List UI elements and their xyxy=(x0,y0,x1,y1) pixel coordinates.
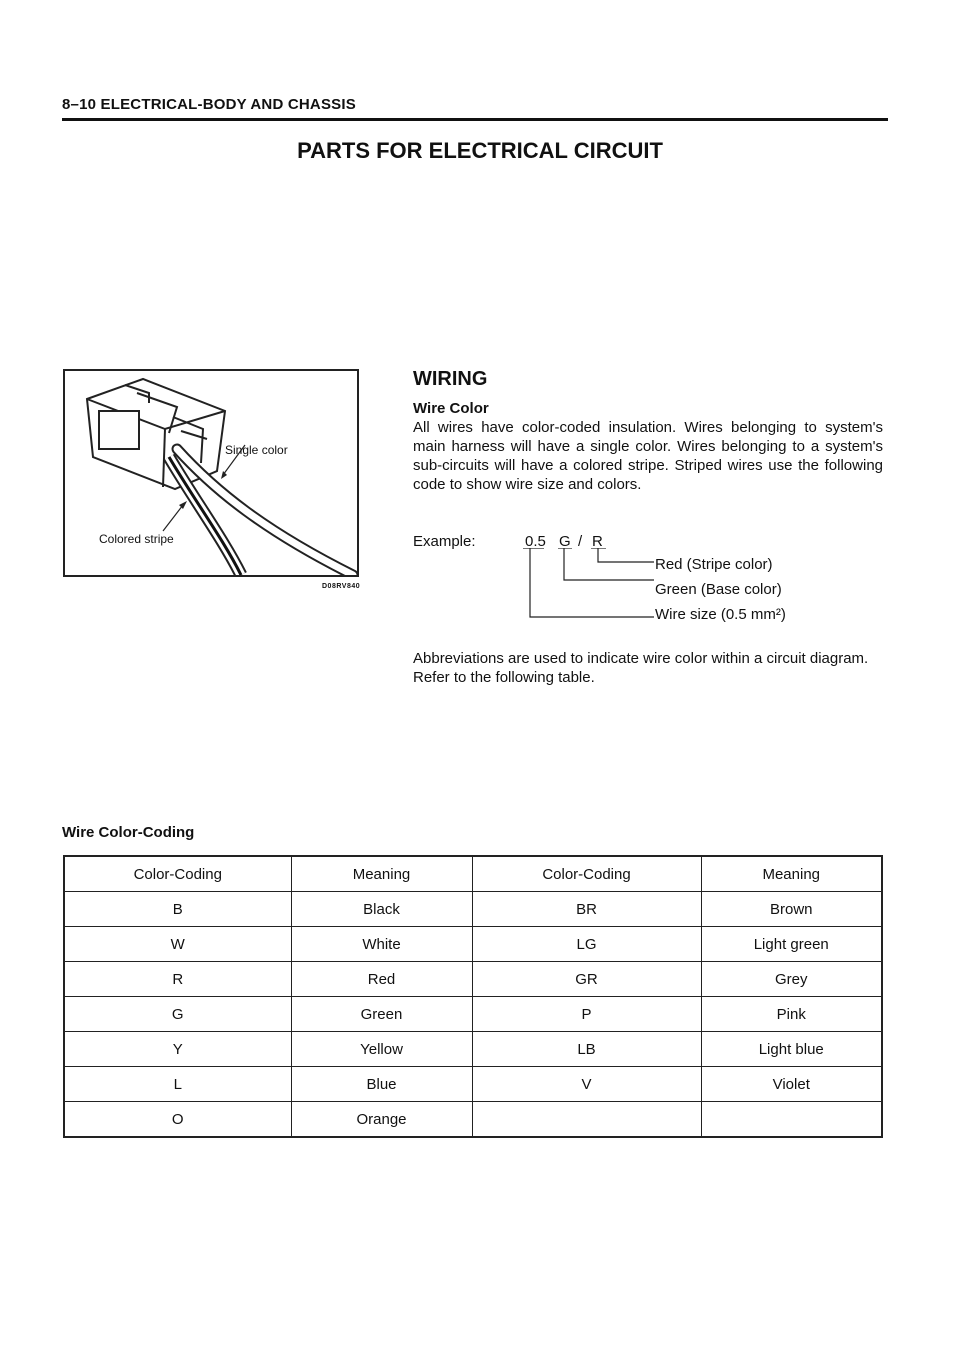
table-cell xyxy=(701,1102,882,1138)
table-header-cell: Color-Coding xyxy=(472,856,701,892)
wire-color-table xyxy=(63,855,883,1138)
table-cell: BR xyxy=(472,892,701,927)
example-label: Example: xyxy=(413,533,476,550)
example-bracket-lines xyxy=(520,548,660,624)
table-cell: Brown xyxy=(701,892,882,927)
table-row xyxy=(64,1032,882,1067)
table-cell: Blue xyxy=(291,1067,472,1102)
legend-wire-size: Wire size (0.5 mm²) xyxy=(655,606,786,623)
table-row xyxy=(64,927,882,962)
table-cell: Yellow xyxy=(291,1032,472,1067)
table-cell: Grey xyxy=(701,962,882,997)
refer-text: Refer to the following table. xyxy=(413,669,595,686)
abbreviation-note xyxy=(413,649,883,687)
example-size: 0.5 xyxy=(525,533,546,550)
header-rule xyxy=(62,118,888,121)
page-title: PARTS FOR ELECTRICAL CIRCUIT xyxy=(297,138,663,163)
example-stripe: R xyxy=(592,533,603,550)
table-cell: Light blue xyxy=(701,1032,882,1067)
example-base: G xyxy=(559,533,571,550)
wire-color-intro: All wires have color-coded insulation. Wires belonging to system's main harness will have a single color. Wires belonging to a system's sub-circuits will have a colored stripe. Striped wires use the following code to show wire size and colors. xyxy=(413,419,883,493)
table-cell: GR xyxy=(472,962,701,997)
wire-color-subheading: Wire Color xyxy=(413,400,489,417)
single-color-label: Single color xyxy=(225,443,288,457)
table-row xyxy=(64,997,882,1032)
table-cell: Violet xyxy=(701,1067,882,1102)
table-row xyxy=(64,892,882,927)
table-header-cell: Meaning xyxy=(291,856,472,892)
wiring-heading: WIRING xyxy=(413,368,488,390)
table-cell: White xyxy=(291,927,472,962)
example-separator: / xyxy=(578,533,583,550)
legend-stripe-color: Red (Stripe color) xyxy=(655,556,773,573)
table-cell: R xyxy=(64,962,291,997)
table-cell: O xyxy=(64,1102,291,1138)
colored-stripe-label: Colored stripe xyxy=(99,532,174,546)
table-row xyxy=(64,962,882,997)
table-cell: LG xyxy=(472,927,701,962)
table-row xyxy=(64,1067,882,1102)
table-cell: Pink xyxy=(701,997,882,1032)
table-cell: G xyxy=(64,997,291,1032)
table-cell: W xyxy=(64,927,291,962)
table-cell: Green xyxy=(291,997,472,1032)
section-header: 8–10 ELECTRICAL-BODY AND CHASSIS xyxy=(62,96,356,113)
legend-base-color: Green (Base color) xyxy=(655,581,782,598)
table-cell xyxy=(472,1102,701,1138)
table-cell: Orange xyxy=(291,1102,472,1138)
table-cell: Light green xyxy=(701,927,882,962)
table-cell: V xyxy=(472,1067,701,1102)
table-header-cell: Meaning xyxy=(701,856,882,892)
table-cell: B xyxy=(64,892,291,927)
table-cell: L xyxy=(64,1067,291,1102)
table-cell: P xyxy=(472,997,701,1032)
table-header-row xyxy=(64,856,882,892)
table-row xyxy=(64,1102,882,1138)
connector-figure xyxy=(63,369,359,577)
table-cell: Black xyxy=(291,892,472,927)
table-cell: LB xyxy=(472,1032,701,1067)
table-cell: Red xyxy=(291,962,472,997)
table-header-cell: Color-Coding xyxy=(64,856,291,892)
table-cell: Y xyxy=(64,1032,291,1067)
abbreviation-text: Abbreviations are used to indicate wire color within a circuit diagram. xyxy=(413,650,869,667)
figure-code: D08RV840 xyxy=(322,583,361,590)
table-heading: Wire Color-Coding xyxy=(62,824,195,841)
